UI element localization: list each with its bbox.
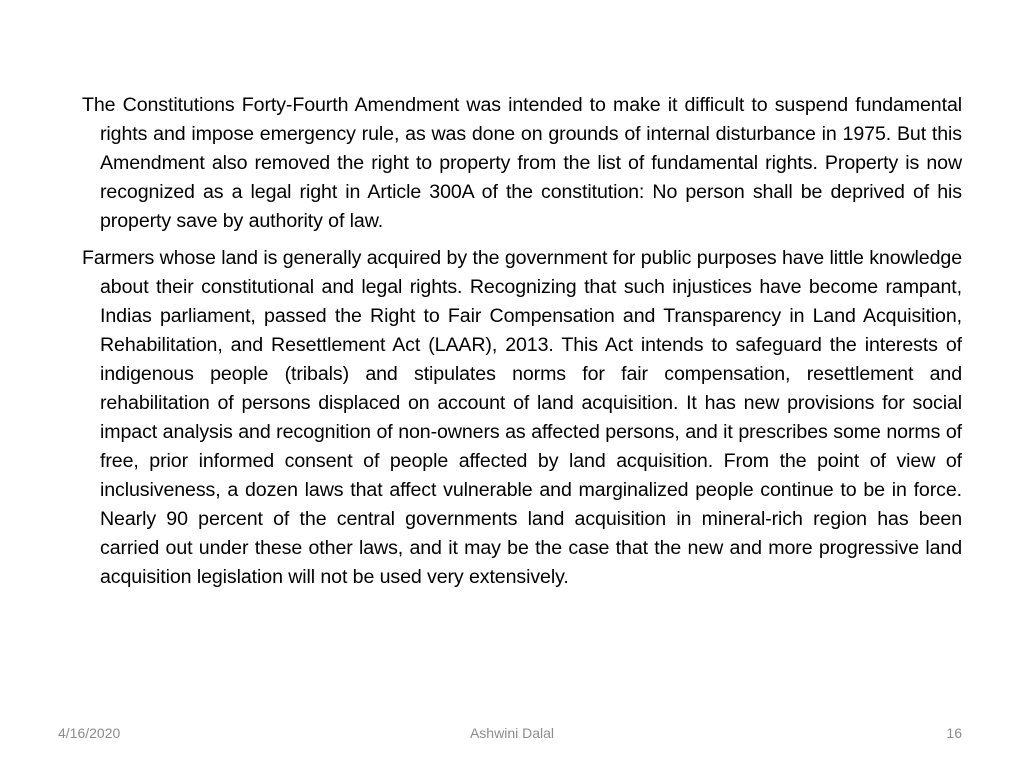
paragraph-amendment: The Constitutions Forty-Fourth Amendment was intended to make it difficult to suspend fundamental rights and impose emergency rule, as was done on grounds of internal disturbance in 1975. But this Amendment also removed the right to property from the list of fundamental rights. Property is now recognized as a legal right in Article 300A of the constitution: No person shall be deprived of his property save by authority of law.: [82, 94, 962, 232]
slide-body: [82, 91, 962, 600]
paragraph-land-acquisition: Farmers whose land is generally acquired by the government for public purposes have little knowledge about their constitutional and legal rights. Recognizing that such injustices have become rampant, Indias parliament, passed the Right to Fair Compensation and Transparency in Land Acquisition, Rehabilitation, and Resettlement Act (LAAR), 2013. This Act intends to safeguard the interests of indigenous people (tribals) and stipulates norms for fair compensation, resettlement and rehabilitation of persons displaced on account of land acquisition. It has new provisions for social impact analysis and recognition of non-owners as affected persons, and it prescribes some norms of free, prior informed consent of people affected by land acquisition. From the point of view of inclusiveness, a dozen laws that affect vulnerable and marginalized people continue to be in force. Nearly 90 percent of the central governments land acquisition in mineral-rich region has been carried out under these other laws, and it may be the case that the new and more progressive land acquisition legislation will not be used very extensively.: [82, 247, 962, 588]
footer-date: 4/16/2020: [58, 725, 121, 741]
footer-page-number: 16: [946, 725, 962, 741]
footer-author: Ashwini Dalal: [469, 725, 555, 741]
